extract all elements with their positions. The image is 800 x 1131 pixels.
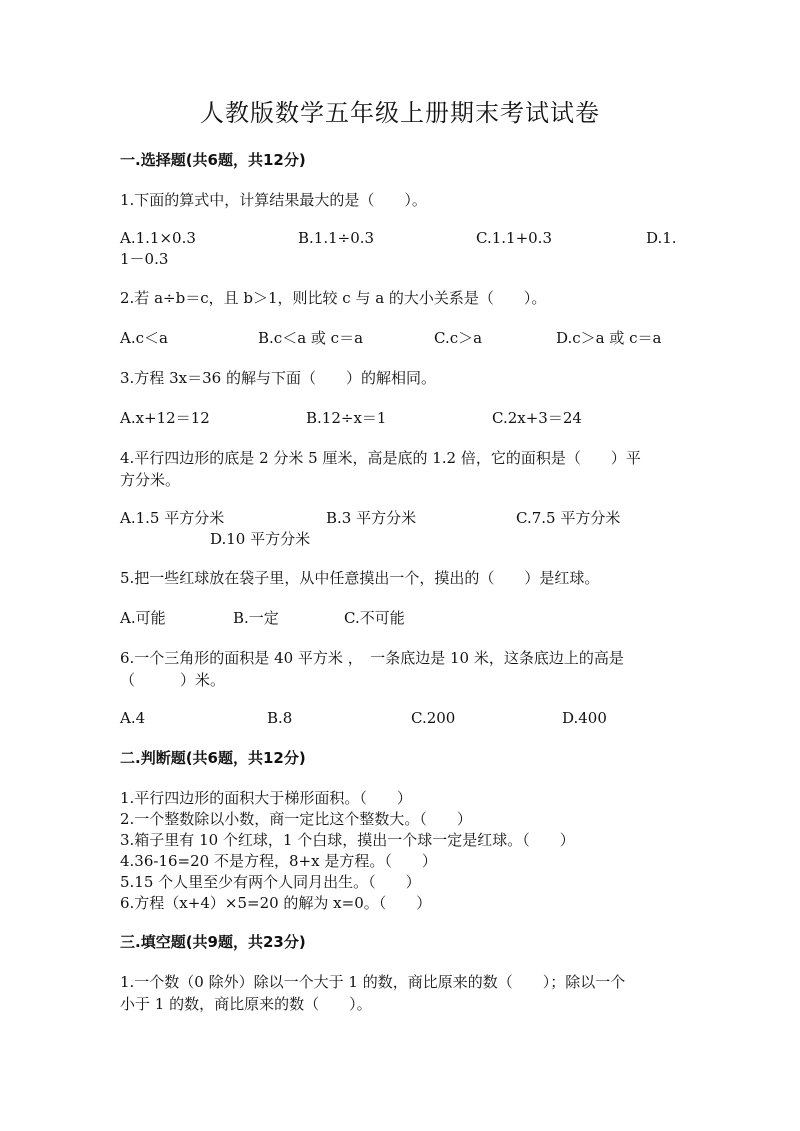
option-d: D.400	[562, 709, 607, 727]
true-false-item: 3.箱子里有 10 个红球，1 个白球，摸出一个球一定是红球。（ ）	[120, 831, 575, 849]
option-a: A.4	[120, 709, 146, 727]
option-b: B.8	[267, 709, 293, 727]
option-c: C.1.1+0.3	[476, 229, 552, 247]
option-c: C.2x+3＝24	[492, 409, 582, 427]
true-false-item: 1.平行四边形的面积大于梯形面积。（ ）	[120, 789, 412, 807]
option-a: A.1.5 平方分米	[120, 509, 225, 527]
true-false-item: 6.方程（x+4）×5=20 的解为 x=0。（ ）	[120, 894, 432, 912]
true-false-item: 5.15 个人里至少有两个人同月出生。（ ）	[120, 873, 421, 891]
option-d: D.10 平方分米	[210, 530, 311, 548]
section-heading-choice: 一.选择题(共6题，共12分)	[120, 151, 306, 169]
question-text: 4.平行四边形的底是 2 分米 5 厘米，高是底的 1.2 倍，它的面积是（ ）平	[120, 449, 641, 467]
option-b: B.3 平方分米	[326, 509, 417, 527]
section-heading-fill-in: 三.填空题(共9题，共23分)	[120, 933, 306, 951]
option-a: A.可能	[120, 609, 166, 627]
option-b: B.c＜a 或 c＝a	[258, 329, 364, 347]
option-b: B.12÷x＝1	[306, 409, 387, 427]
option-c: C.c＞a	[434, 329, 483, 347]
option-a: A.1.1×0.3	[120, 229, 196, 247]
page-title: 人教版数学五年级上册期末考试试卷	[200, 99, 600, 127]
option-b: B.一定	[233, 609, 279, 627]
option-d: D.c＞a 或 c＝a	[556, 329, 662, 347]
option-d: D.1.	[646, 229, 677, 247]
true-false-item: 4.36-16=20 不是方程，8+x 是方程。（ ）	[120, 852, 437, 870]
option-c: C.不可能	[344, 609, 405, 627]
true-false-item: 2.一个整数除以小数，商一定比这个整数大。（ ）	[120, 810, 472, 828]
option-a: A.x+12＝12	[120, 409, 210, 427]
question-text: 2.若 a÷b＝c，且 b＞1，则比较 c 与 a 的大小关系是（ ）。	[120, 289, 547, 307]
question-text-continued: （ ）米。	[120, 671, 226, 689]
option-b: B.1.1÷0.3	[298, 229, 375, 247]
option-c: C.200	[411, 709, 456, 727]
question-text: 5.把一些红球放在袋子里，从中任意摸出一个，摸出的（ ）是红球。	[120, 569, 600, 587]
question-text-continued: 方分米。	[120, 471, 181, 489]
question-text: 1.一个数（0 除外）除以一个大于 1 的数，商比原来的数（ ）；除以一个	[120, 973, 626, 991]
option-c: C.7.5 平方分米	[516, 509, 621, 527]
option-d-continued: 1－0.3	[120, 250, 169, 268]
question-text: 1.下面的算式中，计算结果最大的是（ ）。	[120, 191, 427, 209]
question-text-continued: 小于 1 的数，商比原来的数（ ）。	[120, 995, 372, 1013]
question-text: 6.一个三角形的面积是 40 平方米 ， 一条底边是 10 米，这条底边上的高是	[120, 649, 624, 667]
section-heading-true-false: 二.判断题(共6题，共12分)	[120, 749, 306, 767]
option-a: A.c＜a	[120, 329, 168, 347]
question-text: 3.方程 3x＝36 的解与下面（ ）的解相同。	[120, 369, 436, 387]
